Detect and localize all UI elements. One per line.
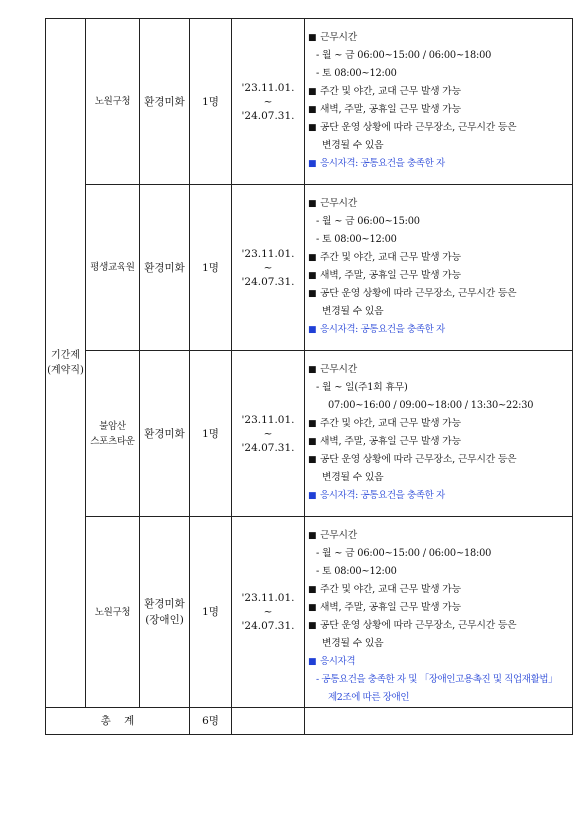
total-label: 총 계 (46, 708, 190, 735)
hours-weekday: - 월 ~ 금 06:00~15:00 / 06:00~18:00 (316, 548, 492, 559)
table-row (46, 19, 573, 185)
bullet-icon: ■ (308, 603, 317, 613)
hours-weekday: - 월 ~ 금 06:00~15:00 (316, 216, 420, 227)
bullet-icon: ■ (308, 657, 317, 667)
period-separator: ~ (263, 261, 273, 274)
hours-saturday: - 토 08:00~12:00 (316, 68, 397, 79)
note-item: ■ 새벽, 주말, 공휴일 근무 발생 가능 (308, 267, 570, 285)
job-cell (140, 185, 190, 351)
note-item: ■ 새벽, 주말, 공휴일 근무 발생 가능 (308, 433, 570, 451)
qualification-item: ■ 응시자격 (308, 653, 570, 671)
period-start: '23.11.01. (241, 247, 295, 260)
period-start: '23.11.01. (241, 81, 295, 94)
work-hours-heading: ■ 근무시간 (308, 195, 570, 213)
period-cell (232, 185, 305, 351)
workplace-cell (86, 351, 140, 517)
hours-shifts: 07:00~16:00 / 09:00~18:00 / 13:30~22:30 (328, 400, 534, 411)
bullet-icon: ■ (308, 87, 317, 97)
job-label: 환경미화 (144, 95, 185, 108)
bullet-icon: ■ (308, 621, 317, 631)
bullet-icon: ■ (308, 455, 317, 465)
details-cell (305, 351, 573, 517)
employment-type-cell (46, 19, 86, 708)
bullet-icon: ■ (308, 491, 317, 501)
note-continuation: 변경될 수 있음 (322, 306, 384, 317)
bullet-icon: ■ (308, 437, 317, 447)
work-hours-heading: ■ 근무시간 (308, 527, 570, 545)
bullet-icon: ■ (308, 199, 317, 209)
period-start: '23.11.01. (241, 413, 295, 426)
note-continuation: 변경될 수 있음 (322, 472, 384, 483)
total-row (46, 708, 573, 735)
headcount-cell: 1명 (190, 517, 232, 708)
job-cell (140, 19, 190, 185)
note-item: ■ 공단 운영 상황에 따라 근무장소, 근무시간 등은 (308, 617, 570, 635)
bullet-icon: ■ (308, 365, 317, 375)
hours-saturday: - 토 08:00~12:00 (316, 566, 397, 577)
note-item: ■ 새벽, 주말, 공휴일 근무 발생 가능 (308, 599, 570, 617)
workplace-cell: 노원구청 (86, 19, 140, 185)
headcount-cell: 1명 (190, 19, 232, 185)
period-separator: ~ (263, 427, 273, 440)
bullet-icon: ■ (308, 33, 317, 43)
employment-type-sublabel: (계약직) (47, 365, 84, 376)
recruitment-table (45, 18, 573, 735)
job-cell (140, 351, 190, 517)
bullet-icon: ■ (308, 159, 317, 169)
bullet-icon: ■ (308, 253, 317, 263)
note-item: ■ 공단 운영 상황에 따라 근무장소, 근무시간 등은 (308, 285, 570, 303)
note-item: ■ 공단 운영 상황에 따라 근무장소, 근무시간 등은 (308, 119, 570, 137)
period-end: '24.07.31. (241, 275, 295, 288)
hours-saturday: - 토 08:00~12:00 (316, 234, 397, 245)
table-row (46, 351, 573, 517)
note-item: ■ 주간 및 야간, 교대 근무 발생 가능 (308, 83, 570, 101)
workplace-name-cont: 스포츠타운 (90, 435, 135, 447)
period-start: '23.11.01. (241, 592, 295, 604)
workplace-cell: 평생교육원 (86, 185, 140, 351)
bullet-icon: ■ (308, 585, 317, 595)
headcount-cell: 1명 (190, 351, 232, 517)
details-cell (305, 185, 573, 351)
period-end: '24.07.31. (241, 620, 295, 632)
table-row (46, 185, 573, 351)
note-continuation: 변경될 수 있음 (322, 638, 384, 649)
period-cell (232, 351, 305, 517)
qualification-detail: - 공통요건을 충족한 자 및 「장애인고용촉진 및 직업재활법」 (316, 674, 558, 685)
workplace-name: 불암산 (99, 420, 126, 432)
qualification-item: ■ 응시자격: 공통요건을 충족한 자 (308, 487, 570, 505)
headcount-cell: 1명 (190, 185, 232, 351)
details-cell (305, 517, 573, 708)
qualification-item: ■ 응시자격: 공통요건을 충족한 자 (308, 155, 570, 173)
job-cell (140, 517, 190, 708)
note-item: ■ 주간 및 야간, 교대 근무 발생 가능 (308, 581, 570, 599)
total-empty-period (232, 708, 305, 735)
workplace-cell: 노원구청 (86, 517, 140, 708)
bullet-icon: ■ (308, 105, 317, 115)
period-separator: ~ (263, 95, 273, 108)
note-item: ■ 주간 및 야간, 교대 근무 발생 가능 (308, 249, 570, 267)
qualification-item: ■ 응시자격: 공통요건을 충족한 자 (308, 321, 570, 339)
bullet-icon: ■ (308, 419, 317, 429)
total-count: 6명 (190, 708, 232, 735)
hours-days: - 월 ~ 일(주1회 휴무) (316, 382, 408, 393)
period-end: '24.07.31. (241, 109, 295, 122)
note-item: ■ 새벽, 주말, 공휴일 근무 발생 가능 (308, 101, 570, 119)
hours-weekday: - 월 ~ 금 06:00~15:00 / 06:00~18:00 (316, 50, 492, 61)
job-label: 환경미화 (144, 598, 185, 610)
details-cell (305, 19, 573, 185)
period-separator: ~ (263, 606, 273, 618)
bullet-icon: ■ (308, 325, 317, 335)
work-hours-heading: ■ 근무시간 (308, 361, 570, 379)
period-cell (232, 517, 305, 708)
qualification-detail-cont: 제2조에 따른 장애인 (328, 692, 410, 703)
job-sublabel: (장애인) (145, 614, 184, 626)
table-row (46, 517, 573, 708)
note-item: ■ 공단 운영 상황에 따라 근무장소, 근무시간 등은 (308, 451, 570, 469)
bullet-icon: ■ (308, 531, 317, 541)
period-cell (232, 19, 305, 185)
note-item: ■ 주간 및 야간, 교대 근무 발생 가능 (308, 415, 570, 433)
work-hours-heading: ■ 근무시간 (308, 29, 570, 47)
bullet-icon: ■ (308, 123, 317, 133)
period-end: '24.07.31. (241, 441, 295, 454)
employment-type-label: 기간제 (51, 350, 80, 361)
note-continuation: 변경될 수 있음 (322, 140, 384, 151)
job-label: 환경미화 (144, 261, 185, 274)
job-label: 환경미화 (144, 427, 185, 440)
total-empty-details (305, 708, 573, 735)
bullet-icon: ■ (308, 289, 317, 299)
bullet-icon: ■ (308, 271, 317, 281)
